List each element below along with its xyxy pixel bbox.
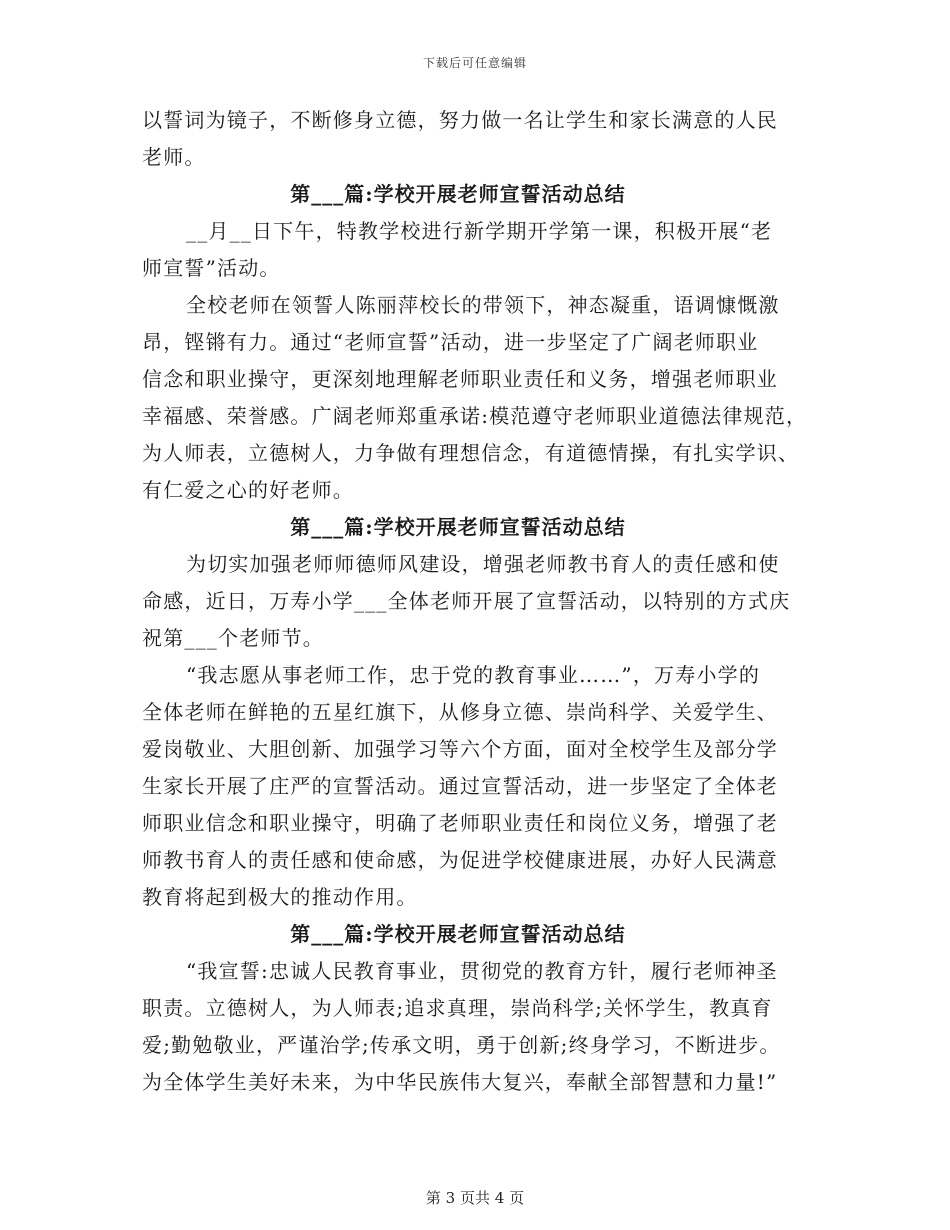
text-line: 以誓词为镜子，不断修身立德，努力做一名让学生和家长满意的人民 — [142, 108, 778, 132]
paragraph-first-line: “我宣誓:忠诚人民教育事业，贯彻党的教育方针，履行老师神圣 — [186, 959, 778, 983]
text-line: 幸福感、荣誉感。广阔老师郑重承诺:模范遵守老师职业道德法律规范， — [142, 404, 808, 428]
text-line: 生家长开展了庄严的宣誓活动。通过宣誓活动，进一步坚定了全体老 — [142, 774, 778, 798]
paragraph-first-line: “我志愿从事老师工作，忠于党的教育事业……”，万寿小学的 — [186, 663, 761, 687]
text-line: 职责。立德树人，为人师表;追求真理，崇尚科学;关怀学生，教真育 — [142, 996, 773, 1020]
text-line: 师教书育人的责任感和使命感，为促进学校健康进展，办好人民满意 — [142, 848, 778, 872]
text-line: 爱岗敬业、大胆创新、加强学习等六个方面，面对全校学生及部分学 — [142, 737, 778, 761]
text-line: 信念和职业操守，更深刻地理解老师职业责任和义务，增强老师职业 — [142, 367, 778, 391]
text-line: 昂，铿锵有力。通过“老师宣誓”活动，进一步坚定了广阔老师职业 — [142, 330, 759, 354]
paragraph-first-line: __月__日下午，特教学校进行新学期开学第一课，积极开展“老 — [186, 219, 773, 243]
text-line: 祝第___个老师节。 — [142, 626, 324, 650]
text-line: 有仁爱之心的好老师。 — [142, 478, 354, 502]
text-line: 爱;勤勉敬业，严谨治学;传承文明，勇于创新;终身学习，不断进步。 — [142, 1033, 781, 1057]
paragraph-first-line: 为切实加强老师师德师风建设，增强老师教书育人的责任感和使 — [186, 552, 780, 576]
page-header-note: 下载后可任意编辑 — [422, 56, 527, 70]
text-line: 为全体学生美好未来，为中华民族伟大复兴，奉献全部智慧和力量!” — [142, 1070, 778, 1094]
text-line: 老师。 — [142, 145, 206, 169]
section-heading: 第___篇:学校开展老师宣誓活动总结 — [290, 922, 626, 946]
text-line: 命感，近日，万寿小学___全体老师开展了宣誓活动，以特别的方式庆 — [142, 589, 791, 613]
paragraph-first-line: 全校老师在领誓人陈丽萍校长的带领下，神态凝重，语调慷慨激 — [186, 293, 780, 317]
text-line: 师宣誓”活动。 — [142, 256, 281, 280]
text-line: 为人师表，立德树人，力争做有理想信念，有道德情操，有扎实学识、 — [142, 441, 800, 465]
text-line: 师职业信念和职业操守，明确了老师职业责任和岗位义务，增强了老 — [142, 811, 778, 835]
text-line: 教育将起到极大的推动作用。 — [142, 885, 418, 909]
text-line: 全体老师在鲜艳的五星红旗下，从修身立德、崇尚科学、关爱学生、 — [142, 700, 778, 724]
section-heading: 第___篇:学校开展老师宣誓活动总结 — [290, 515, 626, 539]
section-heading: 第___篇:学校开展老师宣誓活动总结 — [290, 182, 626, 206]
document-body — [142, 102, 814, 1101]
page-number-footer: 第 3 页共 4 页 — [425, 1189, 525, 1207]
